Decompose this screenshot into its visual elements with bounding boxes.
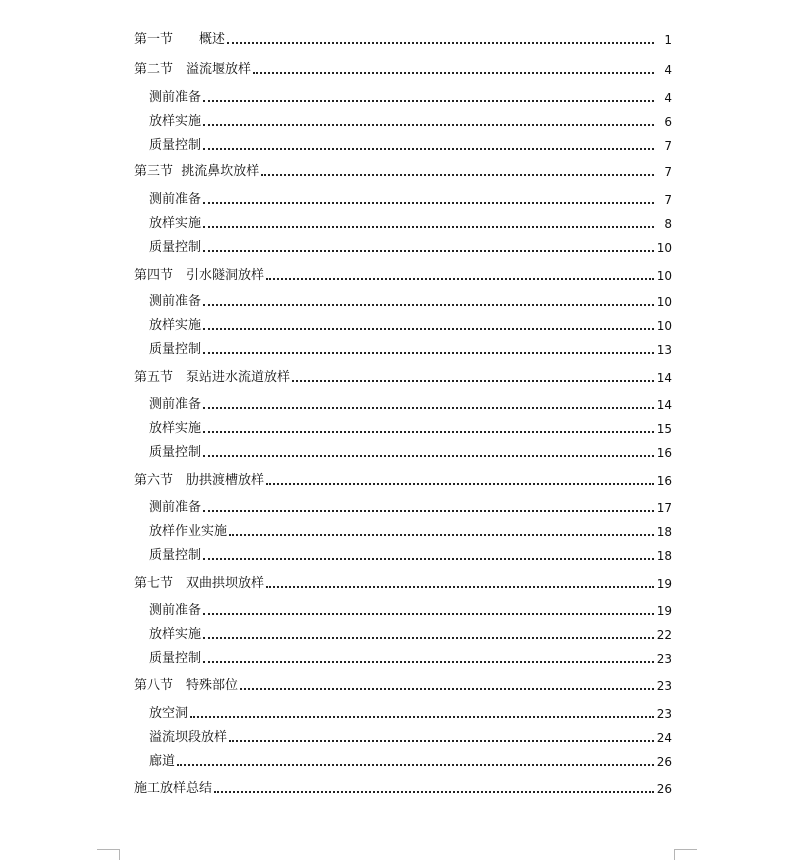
toc-entry[interactable] [0, 777, 793, 797]
toc-entry-page: 10 [656, 319, 672, 333]
dot-leader [203, 661, 654, 663]
toc-entry-title: 第二节 溢流堰放样 [134, 62, 252, 77]
toc-entry[interactable] [0, 469, 793, 489]
toc-entry-title: 放样作业实施 [149, 524, 228, 539]
dot-leader [203, 455, 654, 457]
toc-entry-title: 质量控制 [149, 138, 202, 153]
toc-entry-page: 14 [656, 371, 672, 385]
toc-entry-page: 23 [656, 707, 672, 721]
toc-entry-page: 18 [656, 549, 672, 563]
toc-entry[interactable] [0, 86, 793, 106]
dot-leader [203, 637, 654, 639]
toc-entry-page: 19 [656, 604, 672, 618]
toc-entry[interactable] [0, 599, 793, 619]
dot-leader [203, 328, 654, 330]
dot-leader [203, 124, 654, 126]
toc-entry[interactable] [0, 393, 793, 413]
toc-entry-title: 放样实施 [149, 216, 202, 231]
toc-entry-title: 质量控制 [149, 651, 202, 666]
toc-entry[interactable] [0, 544, 793, 564]
dot-leader [203, 558, 654, 560]
toc-entry[interactable] [0, 264, 793, 284]
toc-entry-page: 16 [656, 446, 672, 460]
dot-leader [203, 202, 654, 204]
dot-leader [203, 613, 654, 615]
dot-leader [266, 586, 654, 588]
toc-entry-title: 放样实施 [149, 627, 202, 642]
toc-entry-title: 施工放样总结 [134, 781, 213, 796]
page-corner-mark-right [674, 849, 697, 860]
dot-leader [203, 304, 654, 306]
toc-entry[interactable] [0, 338, 793, 358]
toc-entry[interactable] [0, 572, 793, 592]
toc-entry[interactable] [0, 366, 793, 386]
dot-leader [253, 72, 654, 74]
toc-entry[interactable] [0, 674, 793, 694]
toc-entry-title: 第一节 概述 [134, 32, 226, 47]
toc-entry-page: 10 [656, 269, 672, 283]
toc-entry-title: 溢流坝段放样 [149, 730, 228, 745]
toc-entry-title: 质量控制 [149, 342, 202, 357]
dot-leader [203, 100, 654, 102]
toc-entry[interactable] [0, 110, 793, 130]
toc-entry-page: 7 [664, 193, 672, 207]
toc-entry[interactable] [0, 623, 793, 643]
dot-leader [203, 352, 654, 354]
dot-leader [261, 174, 654, 176]
toc-entry[interactable] [0, 726, 793, 746]
toc-entry-title: 质量控制 [149, 548, 202, 563]
toc-entry-title: 测前准备 [149, 397, 202, 412]
toc-entry[interactable] [0, 750, 793, 770]
toc-entry-page: 24 [656, 731, 672, 745]
toc-entry-page: 18 [656, 525, 672, 539]
toc-entry-page: 10 [656, 241, 672, 255]
toc-entry[interactable] [0, 647, 793, 667]
toc-entry[interactable] [0, 188, 793, 208]
toc-entry[interactable] [0, 160, 793, 180]
toc-entry-page: 10 [656, 295, 672, 309]
toc-entry-page: 4 [664, 91, 672, 105]
toc-entry-title: 第八节 特殊部位 [134, 678, 239, 693]
dot-leader [292, 380, 654, 382]
toc-entry[interactable] [0, 28, 793, 48]
toc-entry-title: 放空洞 [149, 706, 189, 721]
toc-entry-title: 第七节 双曲拱坝放样 [134, 576, 265, 591]
dot-leader [203, 510, 654, 512]
toc-entry-page: 13 [656, 343, 672, 357]
dot-leader [229, 740, 654, 742]
toc-entry[interactable] [0, 702, 793, 722]
toc-entry-page: 23 [656, 679, 672, 693]
toc-entry-title: 质量控制 [149, 445, 202, 460]
toc-entry-title: 第四节 引水隧洞放样 [134, 268, 265, 283]
dot-leader [266, 278, 654, 280]
toc-entry-page: 15 [656, 422, 672, 436]
toc-entry-page: 17 [656, 501, 672, 515]
toc-entry-title: 第五节 泵站进水流道放样 [134, 370, 291, 385]
toc-entry-page: 23 [656, 652, 672, 666]
toc-entry-page: 6 [664, 115, 672, 129]
dot-leader [240, 688, 654, 690]
toc-entry-page: 8 [664, 217, 672, 231]
toc-entry-title: 放样实施 [149, 318, 202, 333]
dot-leader [177, 764, 654, 766]
toc-entry-page: 19 [656, 577, 672, 591]
toc-entry-title: 质量控制 [149, 240, 202, 255]
toc-entry-title: 廊道 [149, 754, 176, 769]
dot-leader [203, 226, 654, 228]
toc-entry[interactable] [0, 134, 793, 154]
toc-entry-page: 7 [664, 139, 672, 153]
dot-leader [266, 483, 654, 485]
toc-entry[interactable] [0, 58, 793, 78]
toc-entry-page: 22 [656, 628, 672, 642]
toc-entry-page: 16 [656, 474, 672, 488]
dot-leader [190, 716, 654, 718]
dot-leader [227, 42, 654, 44]
toc-entry[interactable] [0, 520, 793, 540]
toc-entry-page: 14 [656, 398, 672, 412]
toc-entry-page: 26 [656, 782, 672, 796]
toc-entry[interactable] [0, 314, 793, 334]
toc-entry-title: 测前准备 [149, 90, 202, 105]
toc-entry-title: 测前准备 [149, 192, 202, 207]
dot-leader [203, 407, 654, 409]
toc-entry[interactable] [0, 441, 793, 461]
dot-leader [229, 534, 654, 536]
toc-entry[interactable] [0, 417, 793, 437]
dot-leader [203, 250, 654, 252]
toc-entry-title: 第三节 挑流鼻坎放样 [134, 164, 260, 179]
toc-entry-page: 26 [656, 755, 672, 769]
toc-entry-title: 测前准备 [149, 603, 202, 618]
toc-entry-title: 测前准备 [149, 294, 202, 309]
toc-entry-page: 4 [664, 63, 672, 77]
toc-entry-title: 测前准备 [149, 500, 202, 515]
dot-leader [203, 148, 654, 150]
toc-entry[interactable] [0, 212, 793, 232]
toc-entry[interactable] [0, 496, 793, 516]
dot-leader [203, 431, 654, 433]
toc-entry[interactable] [0, 290, 793, 310]
toc-entry-page: 1 [664, 33, 672, 47]
page-corner-mark-left [97, 849, 120, 860]
toc-entry[interactable] [0, 236, 793, 256]
toc-entry-title: 放样实施 [149, 421, 202, 436]
toc-entry-page: 7 [664, 165, 672, 179]
toc-entry-title: 第六节 肋拱渡槽放样 [134, 473, 265, 488]
dot-leader [214, 791, 654, 793]
toc-entry-title: 放样实施 [149, 114, 202, 129]
